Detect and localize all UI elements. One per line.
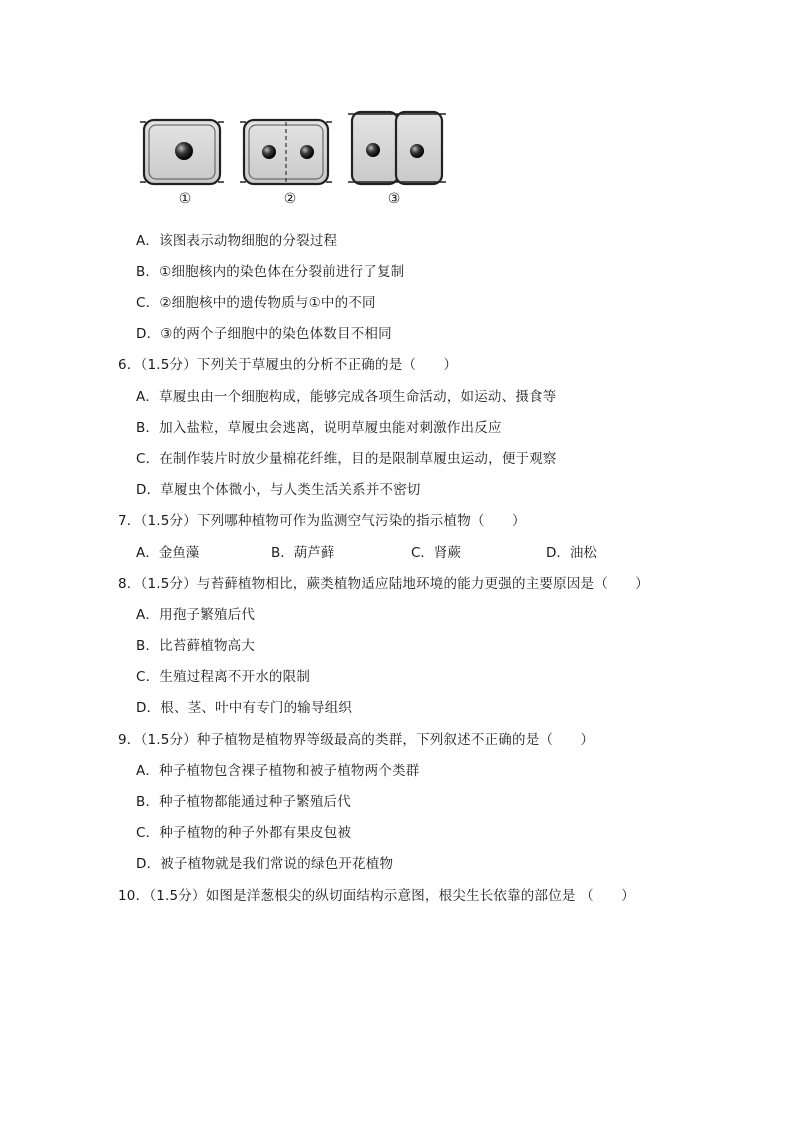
q5-option-d: D．③的两个子细胞中的染色体数目不相同 [136, 326, 392, 342]
figure-label-1: ① [178, 191, 192, 207]
q6-option-d: D．草履虫个体微小，与人类生活关系并不密切 [136, 482, 421, 498]
q6-option-a: A．草履虫由一个细胞构成，能够完成各项生命活动，如运动、摄食等 [136, 389, 557, 405]
q5-option-c: C．②细胞核中的遗传物质与①中的不同 [136, 295, 376, 311]
cell-3 [348, 112, 446, 184]
q7-option-c: C．肾蕨 [411, 545, 461, 561]
figure-label-3: ③ [387, 191, 401, 207]
q6-option-b: B．加入盐粒，草履虫会逃离，说明草履虫能对刺激作出反应 [136, 420, 502, 436]
q8-option-c: C．生殖过程离不开水的限制 [136, 669, 311, 685]
q8-option-b: B．比苔藓植物高大 [136, 638, 256, 654]
q5-option-b: B．①细胞核内的染色体在分裂前进行了复制 [136, 264, 405, 280]
q6-stem: 6．（1.5分）下列关于草履虫的分析不正确的是（ ） [118, 357, 458, 373]
q9-option-b: B．种子植物都能通过种子繁殖后代 [136, 794, 351, 810]
q8-stem: 8．（1.5分）与苔藓植物相比，蕨类植物适应陆地环境的能力更强的主要原因是（ ） [118, 576, 650, 592]
q8-option-d: D．根、茎、叶中有专门的输导组织 [136, 700, 353, 716]
q5-option-a: A．该图表示动物细胞的分裂过程 [136, 233, 338, 249]
q9-stem: 9．（1.5分）种子植物是植物界等级最高的类群，下列叙述不正确的是（ ） [118, 732, 595, 748]
cell-division-figure [140, 108, 460, 213]
q7-stem: 7．（1.5分）下列哪种植物可作为监测空气污染的指示植物（ ） [118, 513, 526, 529]
q7-option-b: B．葫芦藓 [271, 545, 335, 561]
q8-option-a: A．用孢子繁殖后代 [136, 607, 256, 623]
cell-2 [240, 120, 332, 184]
q9-option-c: C．种子植物的种子外都有果皮包被 [136, 825, 352, 841]
q9-option-d: D．被子植物就是我们常说的绿色开花植物 [136, 856, 394, 872]
q7-option-d: D．油松 [546, 545, 597, 561]
q9-option-a: A．种子植物包含裸子植物和被子植物两个类群 [136, 763, 420, 779]
q6-option-c: C．在制作装片时放少量棉花纤维，目的是限制草履虫运动，便于观察 [136, 451, 557, 467]
cell-1 [140, 120, 224, 184]
figure-label-2: ② [283, 191, 297, 207]
q7-option-a: A．金鱼藻 [136, 545, 200, 561]
q10-stem: 10．（1.5分）如图是洋葱根尖的纵切面结构示意图，根尖生长依靠的部位是 （ ） [118, 888, 635, 904]
cell-division-diagram [140, 108, 460, 190]
